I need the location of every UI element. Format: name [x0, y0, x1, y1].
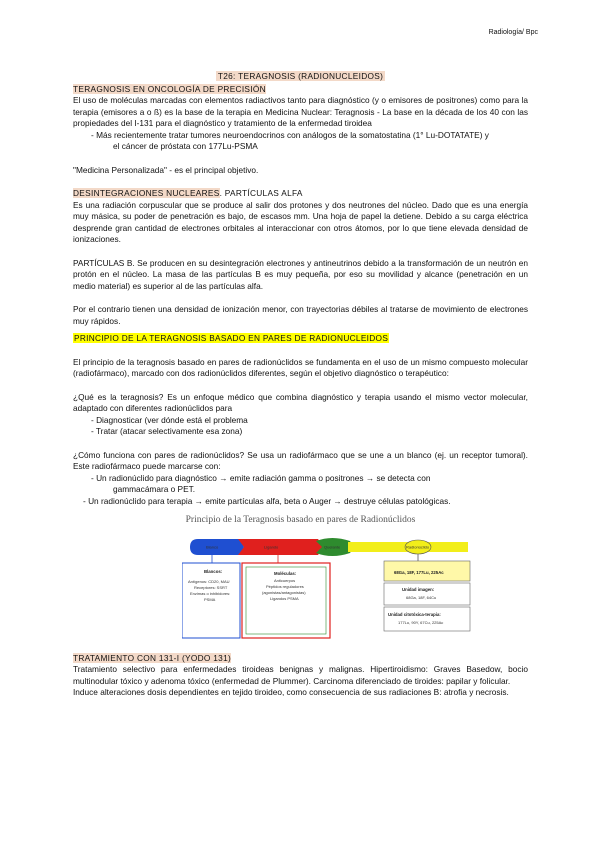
section-heading-teragnosis-oncologia	[73, 84, 528, 96]
paragraph-como-funciona: ¿Cómo funciona con pares de radionúclidos? Se usa un radiofármaco que se une a un blanco (ej. un receptor tumoral). Este radiofármaco puede marcarse con:	[73, 449, 528, 471]
box-blanco-line: Receptores: SSRT	[194, 584, 228, 590]
paragraph-densidad-ionizacion: Por el contrario tienen una densidad de ionización menor, con trayectorias débiles al tratarse de movimiento de electrones muy rápidos.	[73, 304, 528, 326]
section-heading-highlight: DESINTEGRACIONES NUCLEARES	[73, 188, 220, 198]
document-title-text: T26: TERAGNOSIS (RADIONUCLEIDOS)	[217, 71, 384, 81]
box-unidad-terapia-line: 177Lu, 90Y, 67Cu, 225Ac	[398, 619, 444, 625]
box-molecula-line: Anticuerpos	[274, 577, 296, 583]
box-unidad-imagen-line: 68Ga, 18F, 64Cu	[406, 594, 437, 600]
box-blanco-line: Antígenos: CD20, MAU	[188, 578, 230, 584]
section-heading-principio-teragnosis	[73, 333, 528, 345]
bullet-cancer-prostata: el cáncer de próstata con 177Lu-PSMA	[113, 141, 258, 151]
section-heading-desintegraciones	[73, 188, 528, 200]
box-unidad-imagen-title: Unidad imagen:	[402, 586, 435, 592]
section-heading-text: TERAGNOSIS EN ONCOLOGÍA DE PRECISIÓN	[73, 83, 266, 94]
box-isotopes-text: 68Ga, 18F, 177Lu, 225Ac	[394, 569, 444, 575]
box-molecula-line: Péptidos reguladores	[266, 583, 304, 589]
bar-segment-ligando	[238, 539, 324, 555]
bar-label-radionuclido: Radionúclido	[406, 544, 430, 549]
section-heading-rest: . PARTÍCULAS ALFA	[219, 188, 303, 198]
bullet-radionuclido-diagnostico: - Un radionúclido para diagnóstico → emite radiación gamma o positrones → se detecta con	[91, 472, 431, 483]
paragraph-tratamiento-selectivo: Tratamiento selectivo para enfermedades tiroideas benignas y malignas. Hipertiroidismo: Graves Basedow, bocio multinodular tóxico y adenoma tóxico (enfermedad de Plummer). Carcinoma diferenciado de tiroides: papilar y folicular.	[73, 664, 528, 686]
section-heading-text: TRATAMIENTO CON 131-I (YODO 131)	[73, 652, 232, 663]
section-heading-tratamiento-i131	[73, 653, 528, 665]
box-unidad-terapia-title: Unidad citotóxica-terapia:	[388, 611, 441, 617]
bar-label-ligando: Ligando	[264, 544, 279, 549]
box-molecula-line: Ligandos PSMA	[270, 595, 299, 601]
box-blanco-title: Blancos:	[204, 568, 223, 574]
document-title	[73, 71, 528, 83]
paragraph-alteraciones-dosis: Induce alteraciones dosis dependientes en tejido tiroideo, como consecuencia de sus radiaciones B: atrofia y necrosis.	[73, 687, 509, 697]
bullet-tumores-neuroendocrinos: - Más recientemente tratar tumores neuroendocrinos con análogos de la somatostatina (1° Lu-DOTATATE) y	[91, 129, 489, 140]
teragnosis-diagram-svg	[182, 533, 482, 653]
paragraph-que-es-teragnosis: ¿Qué es la teragnosis? Es un enfoque médico que combina diagnóstico y terapia usando el mismo vector molecular, adaptado con diferentes radionúclidos para	[73, 391, 528, 413]
box-blanco-line: Enzimas o inhibidores:	[190, 590, 231, 596]
bullet-radionuclido-diagnostico-cont: gammacámara o PET.	[113, 484, 196, 494]
paragraph-particulas-beta: PARTÍCULAS B. Se producen en su desintegración electrones y antineutrinos debido a la transformación de un neutrón en protón en el núcleo. La masa de las partículas B es muy pequeña, por eso su movilidad y alcance (penetración en un medio material) es superior al de las partículas alfa.	[73, 257, 528, 291]
bullet-diagnosticar: - Diagnosticar (ver dónde está el problema	[91, 414, 248, 425]
teragnosis-diagram	[182, 533, 482, 653]
course-tag: Radiología/ Bpc	[488, 29, 538, 36]
box-blanco-line: PSMA	[204, 596, 216, 602]
bar-label-quelante: Quelante	[324, 544, 341, 549]
box-unidad-terapia	[384, 607, 470, 631]
document-content	[73, 71, 528, 699]
paragraph-teragnosis-intro: El uso de moléculas marcadas con elementos radiactivos tanto para diagnóstico (y o emisores de positrones) como para la terapia (emisores a o ß) es la base de la terapia en Medicina Nuclear: Teragnosis - La base en la década de los 40 con las propiedades del I-131 para el diagnóstico y tratamiento de la enfermedad tiroidea	[73, 95, 528, 128]
box-molecula-title: Moléculas:	[274, 570, 297, 576]
quote-medicina-personalizada: "Medicina Personalizada" - es el principal objetivo.	[73, 164, 259, 175]
paragraph-principio: El principio de la teragnosis basado en pares de radionúclidos se fundamenta en el uso de un mismo compuesto molecular (radiofármaco), marcado con dos radionúclidos diferentes, según el objetivo diagnóstico o terapéutico:	[73, 356, 528, 378]
bullet-tratar: - Tratar (atacar selectivamente esa zona)	[91, 426, 243, 436]
bullet-radionuclido-terapia: - Un radionúclido para terapia → emite partículas alfa, beta o Auger → destruye células patológicas.	[83, 495, 451, 506]
figure-caption: Principio de la Teragnosis basado en pares de Radionúclidos	[185, 515, 416, 525]
box-molecula-line: (agonistas/antagonistas)	[262, 589, 306, 595]
bar-label-blanco: Blanco	[206, 544, 219, 549]
paragraph-particulas-alfa: Es una radiación corpuscular que se produce al salir dos protones y dos neutrones del núcleo. Dado que es una energía muy másica, su poder de penetración es bajo, de escasos mm. Una hoja de papel la detiene. Debido a su carga eléctrica desprende gran cantidad de electrones orbitales al interaccionar con otros átomos, por lo que tiene elevada densidad de ionizaciones.	[73, 199, 528, 244]
section-heading-text: PRINCIPIO DE LA TERAGNOSIS BASADO EN PARES DE RADIONUCLEIDOS	[74, 333, 389, 343]
